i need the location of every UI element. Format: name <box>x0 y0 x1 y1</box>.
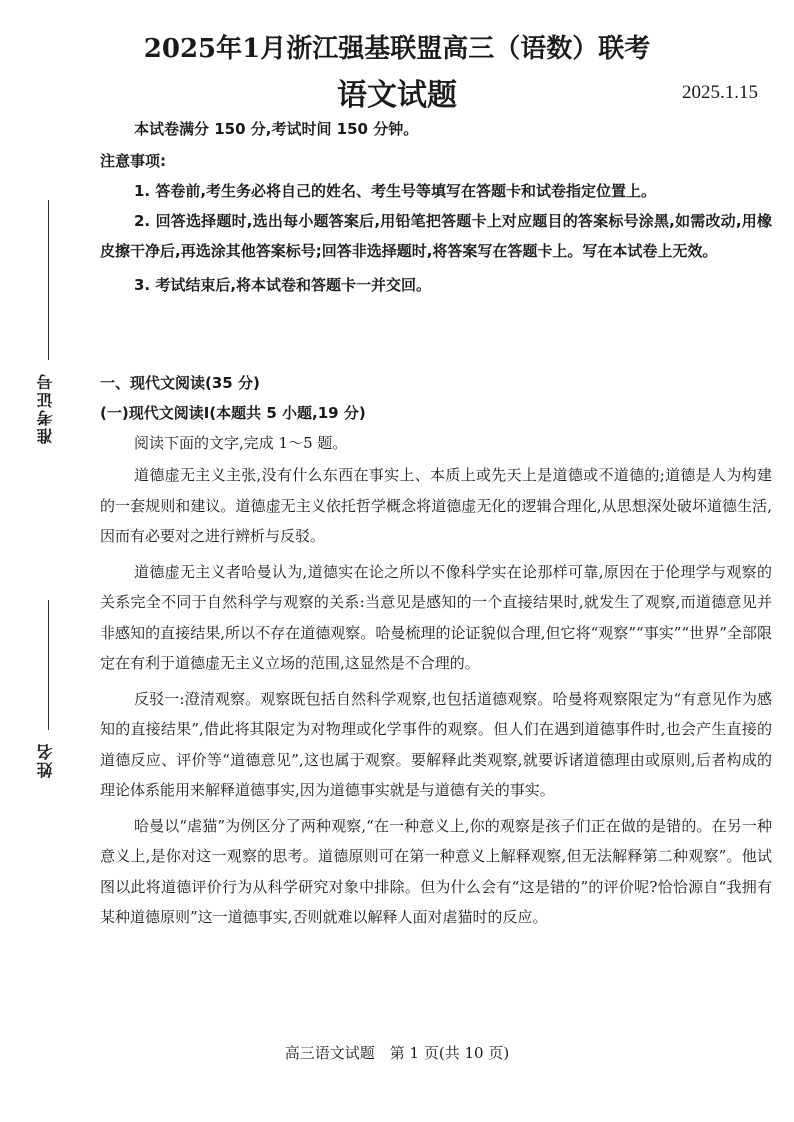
name-label: 姓名 <box>36 742 55 778</box>
article-paragraph: 道德虚无主义者哈曼认为,道德实在论之所以不像科学实在论那样可靠,原因在于伦理学与观察的关系完全不同于自然科学与观察的关系:当意见是感知的一个直接结果时,就发生了观察,而道德意见并非感知的直接结果,所以不存在道德观察。哈曼梳理的论证貌似合理,但它将“观察”“事实”“世界”全部限定在有利于道德虚无主义立场的范围,这显然是不合理的。 <box>100 562 772 672</box>
article-paragraph: 反驳一:澄清观察。观察既包括自然科学观察,也包括道德观察。哈曼将观察限定为“有意见作为感知的直接结果”,借此将其限定为对物理或化学事件的观察。但人们在遇到道德事件时,也会产生直接的道德反应、评价等“道德意见”,这也属于观察。要解释此类观察,就要诉诸道德理由或原则,后者构成的理论体系能用来解释道德事实,因为道德事实就是与道德有关的事实。 <box>100 689 772 799</box>
article-paragraph: 哈曼以“虐猫”为例区分了两种观察,“在一种意义上,你的观察是孩子们正在做的是错的。在另一种意义上,是你对这一观察的思考。道德原则可在第一种意义上解释观察,但无法解释第二种观察”。他试图以此将道德评价行为从科学研究对象中排除。但为什么会有“这是错的”的评价呢?恰恰源自“我拥有某种道德原则”这一道德事实,否则就难以解释人面对虐猫时的反应。 <box>100 816 772 926</box>
notice-list <box>100 176 772 300</box>
notice-item: 1. 答卷前,考生务必将自己的姓名、考生号等填写在答题卡和试卷指定位置上。 <box>134 182 657 200</box>
exam-date: 2025.1.15 <box>682 82 758 103</box>
exam-number-label: 准考证号 <box>36 372 55 444</box>
section-title: 一、现代文阅读(35 分) <box>100 374 260 392</box>
notice-heading: 注意事项: <box>100 152 166 170</box>
reading-article <box>100 460 772 938</box>
exam-subject-title: 语文试题 <box>337 78 457 113</box>
exam-info-line: 本试卷满分 150 分,考试时间 150 分钟。 <box>134 120 419 138</box>
exam-title: 2025年1月浙江强基联盟高三（语数）联考 <box>143 34 651 64</box>
section-subtitle: (一)现代文阅读Ⅰ(本题共 5 小题,19 分) <box>100 404 366 422</box>
binding-line <box>48 600 49 730</box>
page-footer: 高三语文试题 第 1 页(共 10 页) <box>284 1044 510 1062</box>
article-paragraph: 道德虚无主义主张,没有什么东西在事实上、本质上或先天上是道德或不道德的;道德是人为构建的一套规则和建议。道德虚无主义依托哲学概念将道德虚无化的逻辑合理化,从思想深处破坏道德生活,因而有必要对之进行辨析与反驳。 <box>100 466 772 545</box>
binding-line <box>48 200 49 360</box>
section-instruction: 阅读下面的文字,完成 1～5 题。 <box>134 434 348 452</box>
notice-item: 3. 考试结束后,将本试卷和答题卡一并交回。 <box>134 276 432 294</box>
notice-item: 2. 回答选择题时,选出每小题答案后,用铅笔把答题卡上对应题目的答案标号涂黑,如需改动,用橡皮擦干净后,再选涂其他答案标号;回答非选择题时,将答案写在答题卡上。写在本试卷上无效。 <box>100 212 772 260</box>
